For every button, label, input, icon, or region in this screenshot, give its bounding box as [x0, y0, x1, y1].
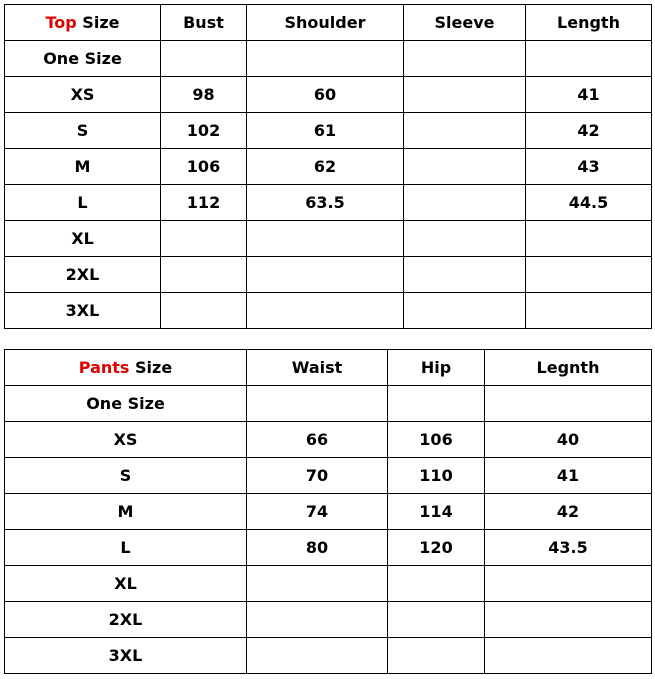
hip-cell [388, 602, 485, 638]
length-cell [485, 602, 652, 638]
shoulder-cell [247, 221, 404, 257]
sleeve-cell [404, 41, 526, 77]
length-cell: 42 [485, 494, 652, 530]
column-header-waist: Waist [247, 350, 388, 386]
table-row [5, 293, 652, 329]
length-cell: 42 [526, 113, 652, 149]
shoulder-cell [247, 257, 404, 293]
table-row [5, 530, 652, 566]
hip-cell [388, 566, 485, 602]
table-row [5, 149, 652, 185]
length-cell [485, 386, 652, 422]
table-row [5, 458, 652, 494]
sleeve-cell [404, 77, 526, 113]
length-cell: 40 [485, 422, 652, 458]
sleeve-cell [404, 185, 526, 221]
column-header-length: Length [526, 5, 652, 41]
table-header-row [5, 350, 652, 386]
shoulder-cell: 62 [247, 149, 404, 185]
size-cell: L [5, 530, 247, 566]
hip-cell: 110 [388, 458, 485, 494]
size-cell: L [5, 185, 161, 221]
waist-cell [247, 386, 388, 422]
size-cell: XL [5, 566, 247, 602]
shoulder-cell [247, 41, 404, 77]
size-cell: XS [5, 422, 247, 458]
size-label: Size [129, 358, 173, 377]
sleeve-cell [404, 293, 526, 329]
top-size-table [4, 4, 652, 329]
length-cell: 43 [526, 149, 652, 185]
bust-cell: 98 [161, 77, 247, 113]
size-cell: M [5, 494, 247, 530]
size-cell: XL [5, 221, 161, 257]
pants-size-table [4, 349, 652, 674]
table-row [5, 257, 652, 293]
shoulder-cell [247, 293, 404, 329]
hip-cell [388, 386, 485, 422]
shoulder-cell: 61 [247, 113, 404, 149]
sleeve-cell [404, 113, 526, 149]
table-row [5, 566, 652, 602]
column-header-hip: Hip [388, 350, 485, 386]
table-row [5, 185, 652, 221]
size-label: Size [76, 13, 120, 32]
table-row [5, 638, 652, 674]
table-row [5, 422, 652, 458]
shoulder-cell: 63.5 [247, 185, 404, 221]
table-row [5, 77, 652, 113]
size-cell: 2XL [5, 257, 161, 293]
length-cell [526, 221, 652, 257]
bust-cell: 106 [161, 149, 247, 185]
waist-cell: 80 [247, 530, 388, 566]
waist-cell [247, 638, 388, 674]
bust-cell: 102 [161, 113, 247, 149]
column-header-sleeve: Sleeve [404, 5, 526, 41]
bust-cell [161, 221, 247, 257]
top-label: Top [45, 13, 77, 32]
pants-size-header [5, 350, 247, 386]
top-size-header [5, 5, 161, 41]
bust-cell [161, 257, 247, 293]
size-cell: XS [5, 77, 161, 113]
size-cell: S [5, 458, 247, 494]
bust-cell [161, 41, 247, 77]
length-cell: 41 [526, 77, 652, 113]
size-cell: One Size [5, 386, 247, 422]
length-cell [526, 257, 652, 293]
length-cell: 43.5 [485, 530, 652, 566]
waist-cell: 74 [247, 494, 388, 530]
pants-label: Pants [78, 358, 130, 377]
waist-cell [247, 602, 388, 638]
length-cell [485, 566, 652, 602]
sleeve-cell [404, 149, 526, 185]
length-cell [485, 638, 652, 674]
hip-cell: 114 [388, 494, 485, 530]
table-row [5, 494, 652, 530]
sleeve-cell [404, 221, 526, 257]
size-cell: 3XL [5, 638, 247, 674]
hip-cell: 120 [388, 530, 485, 566]
hip-cell [388, 638, 485, 674]
table-row [5, 113, 652, 149]
length-cell: 44.5 [526, 185, 652, 221]
table-row [5, 221, 652, 257]
size-cell: 2XL [5, 602, 247, 638]
sleeve-cell [404, 257, 526, 293]
bust-cell [161, 293, 247, 329]
size-cell: S [5, 113, 161, 149]
size-cell: 3XL [5, 293, 161, 329]
waist-cell: 70 [247, 458, 388, 494]
size-cell: M [5, 149, 161, 185]
table-row [5, 602, 652, 638]
table-row [5, 386, 652, 422]
hip-cell: 106 [388, 422, 485, 458]
length-cell: 41 [485, 458, 652, 494]
waist-cell: 66 [247, 422, 388, 458]
bust-cell: 112 [161, 185, 247, 221]
column-header-length: Legnth [485, 350, 652, 386]
column-header-shoulder: Shoulder [247, 5, 404, 41]
column-header-bust: Bust [161, 5, 247, 41]
table-row [5, 41, 652, 77]
shoulder-cell: 60 [247, 77, 404, 113]
size-cell: One Size [5, 41, 161, 77]
length-cell [526, 41, 652, 77]
length-cell [526, 293, 652, 329]
table-header-row [5, 5, 652, 41]
waist-cell [247, 566, 388, 602]
